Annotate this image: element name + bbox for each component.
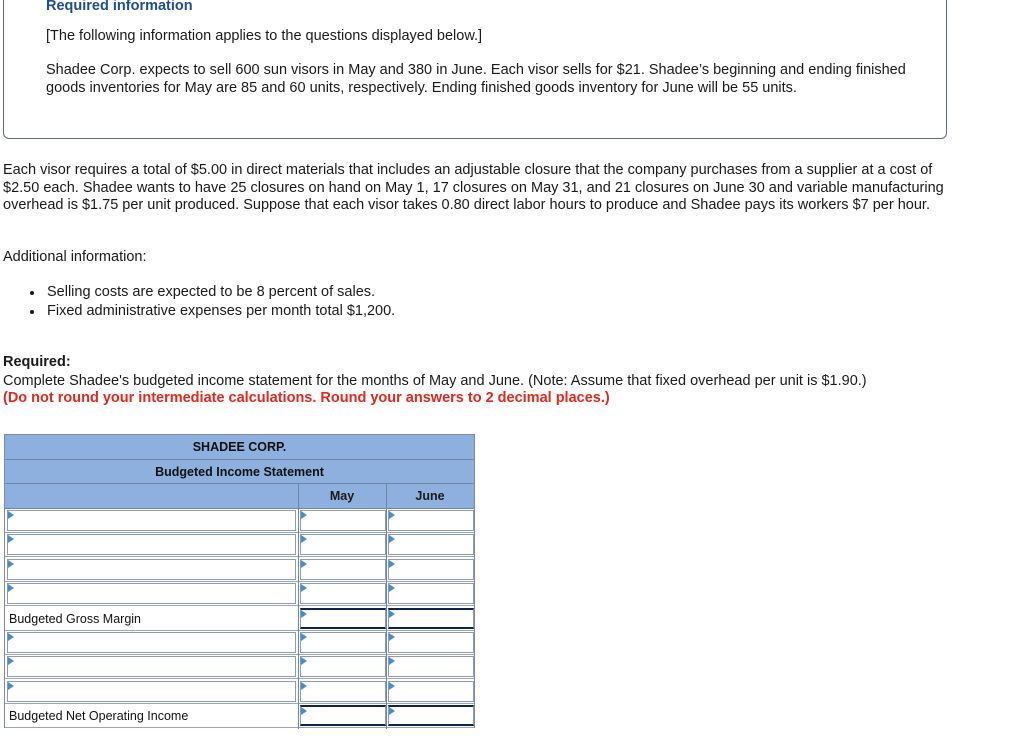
june-amount-input[interactable] xyxy=(388,583,474,604)
info-bracket-note: [The following information applies to the questions displayed below.] xyxy=(46,28,483,44)
may-amount-input[interactable] xyxy=(300,510,386,531)
cell-marker-icon xyxy=(301,560,307,568)
june-amount-input[interactable] xyxy=(388,681,474,702)
cell-marker-icon xyxy=(301,584,307,592)
table-row xyxy=(5,582,474,606)
june-amount-input[interactable] xyxy=(388,559,474,580)
june-amount-input[interactable] xyxy=(388,510,474,531)
june-amount-input[interactable] xyxy=(388,534,474,555)
line-item-dropdown[interactable] xyxy=(7,534,296,555)
list-item: Fixed administrative expenses per month total $1,200. xyxy=(30,302,395,321)
required-label: Required: xyxy=(3,354,71,370)
column-header-may: May xyxy=(298,484,386,509)
table-row xyxy=(5,509,474,533)
dropdown-marker-icon xyxy=(8,657,14,665)
dropdown-marker-icon xyxy=(8,584,14,592)
may-amount-input[interactable] xyxy=(300,681,386,702)
column-header-june: June xyxy=(386,484,474,509)
cell-marker-icon xyxy=(389,610,395,618)
table-row xyxy=(5,607,474,631)
cell-marker-icon xyxy=(389,511,395,519)
bullet-icon xyxy=(30,310,34,314)
line-item-dropdown[interactable] xyxy=(7,559,296,580)
statement-title: Budgeted Income Statement xyxy=(5,460,474,484)
cell-marker-icon xyxy=(301,657,307,665)
june-amount-input[interactable] xyxy=(388,705,474,726)
dropdown-marker-icon xyxy=(8,511,14,519)
cell-marker-icon xyxy=(301,511,307,519)
list-item: Selling costs are expected to be 8 percent of sales. xyxy=(30,283,395,302)
fixed-overhead-note: (Note: Assume that fixed overhead per unit is $1.90.) xyxy=(528,373,867,389)
may-amount-input[interactable] xyxy=(300,656,386,677)
cell-marker-icon xyxy=(389,560,395,568)
rounding-instruction: (Do not round your intermediate calculations. Round your answers to 2 decimal places.) xyxy=(3,390,610,406)
table-row xyxy=(5,631,474,655)
label-column-header xyxy=(5,484,298,509)
table-row xyxy=(5,533,474,557)
cell-marker-icon xyxy=(389,633,395,641)
line-item-dropdown[interactable] xyxy=(7,656,296,677)
may-amount-input[interactable] xyxy=(300,705,386,726)
cell-marker-icon xyxy=(301,633,307,641)
dropdown-marker-icon xyxy=(8,633,14,641)
may-amount-input[interactable] xyxy=(300,534,386,555)
may-amount-input[interactable] xyxy=(300,559,386,580)
table-row xyxy=(5,655,474,679)
company-name: SHADEE CORP. xyxy=(5,435,474,460)
bullet-icon xyxy=(30,291,34,295)
cell-marker-icon xyxy=(301,707,307,715)
additional-info-list xyxy=(30,283,395,321)
dropdown-marker-icon xyxy=(8,682,14,690)
info-paragraph: Shadee Corp. expects to sell 600 sun visors in May and 380 in June. Each visor sells for $21. Shadee’s beginning and ending finished goods inventories for May are 85 and 60 units, respectively. Ending finished goods inventory for June will be 55 units. xyxy=(46,62,906,96)
dropdown-marker-icon xyxy=(8,535,14,543)
may-amount-input[interactable] xyxy=(300,608,386,629)
june-amount-input[interactable] xyxy=(388,656,474,677)
table-row xyxy=(5,704,474,728)
income-statement-table xyxy=(4,434,475,728)
may-amount-input[interactable] xyxy=(300,583,386,604)
line-item-dropdown[interactable] xyxy=(7,510,296,531)
cell-marker-icon xyxy=(389,682,395,690)
column-divider xyxy=(386,484,387,729)
cell-marker-icon xyxy=(389,584,395,592)
cell-marker-icon xyxy=(389,535,395,543)
table-row xyxy=(5,680,474,704)
cell-marker-icon xyxy=(389,657,395,665)
line-item-dropdown[interactable] xyxy=(7,681,296,702)
cell-marker-icon xyxy=(301,610,307,618)
june-amount-input[interactable] xyxy=(388,632,474,653)
june-amount-input[interactable] xyxy=(388,608,474,629)
may-amount-input[interactable] xyxy=(300,632,386,653)
cell-marker-icon xyxy=(389,707,395,715)
cell-marker-icon xyxy=(301,682,307,690)
problem-paragraph: Each visor requires a total of $5.00 in direct materials that includes an adjustable closure that the company purchases from a supplier at a cost of $2.50 each. Shadee wants to have 25 closures on hand on May 1, 17 closures on May 31, and 21 closures on June 30 and variable manufacturing overhead is $1.75 per unit produced. Suppose that each visor takes 0.80 direct labor hours to produce and Shadee pays its workers $7 per hour. xyxy=(3,162,944,213)
line-item-label: Budgeted Gross Margin xyxy=(7,608,296,629)
column-divider xyxy=(298,484,299,729)
line-item-dropdown[interactable] xyxy=(7,583,296,604)
table-row xyxy=(5,558,474,582)
dropdown-marker-icon xyxy=(8,560,14,568)
cell-marker-icon xyxy=(301,535,307,543)
line-item-dropdown[interactable] xyxy=(7,632,296,653)
line-item-label: Budgeted Net Operating Income xyxy=(7,705,296,726)
required-text: Complete Shadee's budgeted income statement for the months of May and June. (Note: Assume that fixed overhead per unit is $1.90.) xyxy=(3,373,867,389)
additional-info-label: Additional information: xyxy=(3,249,147,265)
required-information-title: Required information xyxy=(46,0,193,14)
